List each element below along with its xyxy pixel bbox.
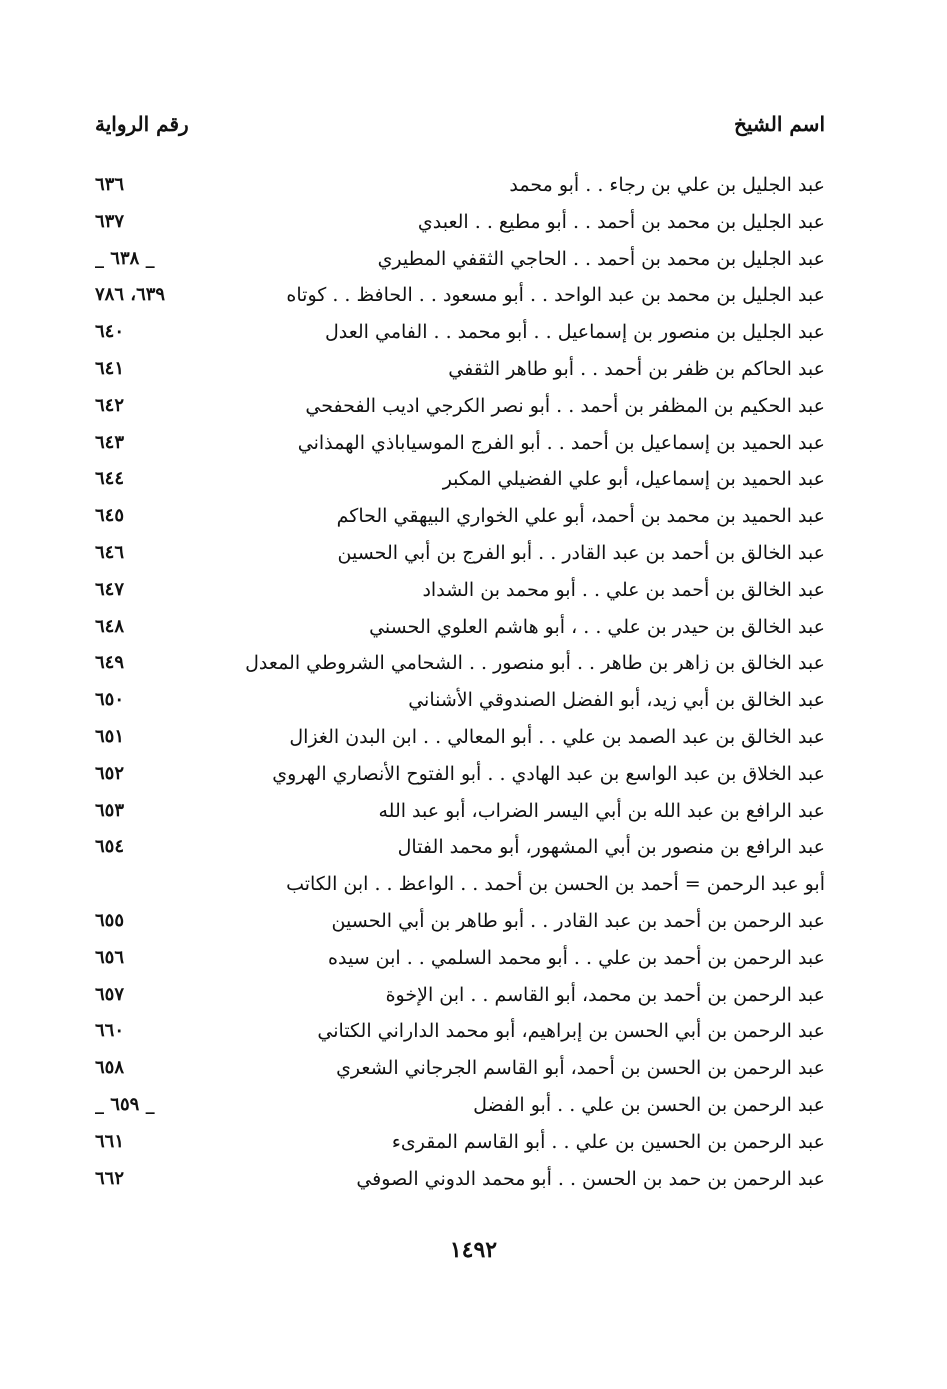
- list-item: [95, 612, 825, 649]
- list-item: [95, 1053, 825, 1090]
- sheikh-name: عبد الحميد بن إسماعيل بن أحمد . . أبو الفرج الموسياباذي الهمذاني: [297, 431, 825, 454]
- list-item: [95, 906, 825, 943]
- list-item: [95, 685, 825, 722]
- sheikh-name: عبد الخلاق بن عبد الواسع بن عبد الهادي . . أبو الفتوح الأنصاري الهروي: [272, 762, 825, 785]
- narration-number-column-header: رقم الرواية: [95, 112, 189, 136]
- sheikh-name: عبد الخالق بن أحمد بن عبد القادر . . أبو الفرج بن أبي الحسين: [337, 541, 825, 564]
- list-item: [95, 354, 825, 391]
- narration-number: ٦٣٦: [95, 174, 125, 195]
- list-item: [95, 428, 825, 465]
- sheikh-name: عبد الخالق بن أبي زيد، أبو الفضل الصندوقي الأشناني: [408, 689, 825, 712]
- narration-number: ٦٥١: [95, 725, 125, 747]
- list-item: [95, 464, 825, 501]
- sheikh-name: عبد الحكيم بن المظفر بن أحمد . . أبو نصر الكرجي اديب الفحفحي: [305, 394, 825, 417]
- list-item: [95, 943, 825, 980]
- list-item: [95, 759, 825, 796]
- list-item: [95, 1016, 825, 1053]
- list-item: [95, 575, 825, 612]
- list-item: [95, 501, 825, 538]
- sheikh-name: عبد الجليل بن محمد بن عبد الواحد . . أبو مسعود . . الحافظ . . كوتاه: [286, 284, 825, 307]
- sheikh-name: عبد الرافع بن منصور بن أبي المشهور، أبو محمد الفتال: [397, 836, 825, 859]
- list-item: [95, 207, 825, 244]
- narration-number: ٦٤٥: [95, 505, 125, 527]
- sheikh-name: عبد الخالق بن حيدر بن علي . . ، أبو هاشم العلوي الحسني: [369, 615, 825, 638]
- page-number: ١٤٩٢: [449, 1237, 498, 1263]
- entries-list: [95, 170, 825, 1200]
- narration-number: ٦٥٢: [95, 762, 125, 784]
- sheikh-name: عبد الجليل بن علي بن رجاء . . أبو محمد: [509, 174, 825, 196]
- sheikh-name: عبد الرحمن بن الحسن بن أحمد، أبو القاسم الجرجاني الشعري: [336, 1057, 825, 1080]
- narration-number: ٦٣٧: [95, 210, 125, 232]
- narration-number: ٦٥٦: [95, 946, 125, 968]
- narration-number: ٦٣٩، ٧٨٦: [95, 284, 166, 306]
- narration-number: ٦٤٠: [95, 321, 125, 343]
- list-item: [95, 1127, 825, 1164]
- sheikh-name: عبد الخالق بن زاهر بن طاهر . . أبو منصور . . الشحامي الشروطي المعدل: [245, 652, 825, 675]
- narration-number: ٦٤٧: [95, 578, 125, 600]
- sheikh-name: عبد الحميد بن إسماعيل، أبو علي الفضيلي المكبر: [442, 468, 825, 491]
- sheikh-name-column-header: اسم الشيخ: [733, 112, 825, 136]
- list-item: [95, 796, 825, 833]
- sheikh-name: عبد الرافع بن عبد الله بن أبي اليسر الضراب، أبو عبد الله: [378, 799, 825, 822]
- list-item: [95, 648, 825, 685]
- sheikh-name: عبد الرحمن بن الحسن بن علي . . أبو الفضل: [473, 1093, 825, 1116]
- narration-number: ٦٤٨: [95, 615, 125, 637]
- sheikh-name: عبد الحاكم بن ظفر بن أحمد . . أبو طاهر الثقفي: [448, 357, 825, 380]
- sheikh-name: عبد الرحمن بن حمد بن الحسن . . أبو محمد الدوني الصوفي: [356, 1167, 825, 1190]
- list-item: [95, 170, 825, 207]
- narration-number: ٦٥٠: [95, 689, 125, 711]
- sheikh-name: عبد الجليل بن منصور بن إسماعيل . . أبو محمد . . الفامي العدل: [324, 321, 825, 344]
- narration-number: ٦٥٧: [95, 983, 125, 1005]
- list-item: [95, 980, 825, 1017]
- list-item: [95, 832, 825, 869]
- narration-number: ٦٤٤: [95, 468, 125, 490]
- sheikh-name: عبد الجليل بن محمد بن أحمد . . أبو مطيع . . العبدي: [417, 210, 825, 233]
- narration-number: ٦٦٠: [95, 1020, 125, 1042]
- narration-number: _ ٦٣٨ _: [95, 247, 155, 269]
- sheikh-name: عبد الرحمن بن أحمد بن محمد، أبو القاسم . . ابن الإخوة: [385, 983, 825, 1006]
- table-header: [95, 112, 825, 146]
- narration-number: ٦٥٨: [95, 1057, 125, 1079]
- narration-number: ٦٤١: [95, 357, 125, 379]
- sheikh-name: عبد الرحمن بن أحمد بن عبد القادر . . أبو طاهر بن أبي الحسين: [331, 909, 825, 932]
- narration-number: ٦٦١: [95, 1130, 125, 1152]
- list-item: [95, 1090, 825, 1127]
- list-item: [95, 869, 825, 906]
- narration-number: ٦٤٢: [95, 394, 125, 416]
- list-item: [95, 1164, 825, 1201]
- sheikh-name: عبد الجليل بن محمد بن أحمد . . الحاجي الثقفي المطيري: [377, 247, 825, 270]
- narration-number: ٦٤٣: [95, 431, 125, 453]
- narration-number: ٦٥٣: [95, 799, 125, 821]
- list-item: [95, 244, 825, 281]
- narration-number: ٦٦٢: [95, 1167, 125, 1189]
- list-item: [95, 317, 825, 354]
- narration-number: ٦٥٥: [95, 909, 125, 931]
- sheikh-name: عبد الرحمن بن أبي الحسن بن إبراهيم، أبو محمد الداراني الكتاني: [317, 1020, 825, 1043]
- sheikh-name: عبد الرحمن بن الحسين بن علي . . أبو القاسم المقرىء: [391, 1130, 825, 1153]
- list-item: [95, 722, 825, 759]
- list-item: [95, 391, 825, 428]
- narration-number: ٦٥٤: [95, 836, 125, 858]
- narration-number: ٦٤٦: [95, 541, 125, 563]
- sheikh-name: أبو عبد الرحمن = أحمد بن الحسن بن أحمد . . الواعظ . . ابن الكاتب: [286, 873, 825, 896]
- list-item: [95, 538, 825, 575]
- narration-number: _ ٦٥٩ _: [95, 1093, 155, 1115]
- sheikh-name: عبد الرحمن بن أحمد بن علي . . أبو محمد السلمي . . ابن سيده: [328, 946, 825, 969]
- sheikh-name: عبد الحميد بن محمد بن أحمد، أبو علي الخواري البيهقي الحاكم: [336, 505, 825, 528]
- sheikh-name: عبد الخالق بن عبد الصمد بن علي . . أبو المعالي . . ابن البدن الغزال: [289, 725, 825, 748]
- sheikh-name: عبد الخالق بن أحمد بن علي . . أبو محمد بن الشداد: [422, 578, 825, 601]
- list-item: [95, 280, 825, 317]
- narration-number: ٦٤٩: [95, 652, 125, 674]
